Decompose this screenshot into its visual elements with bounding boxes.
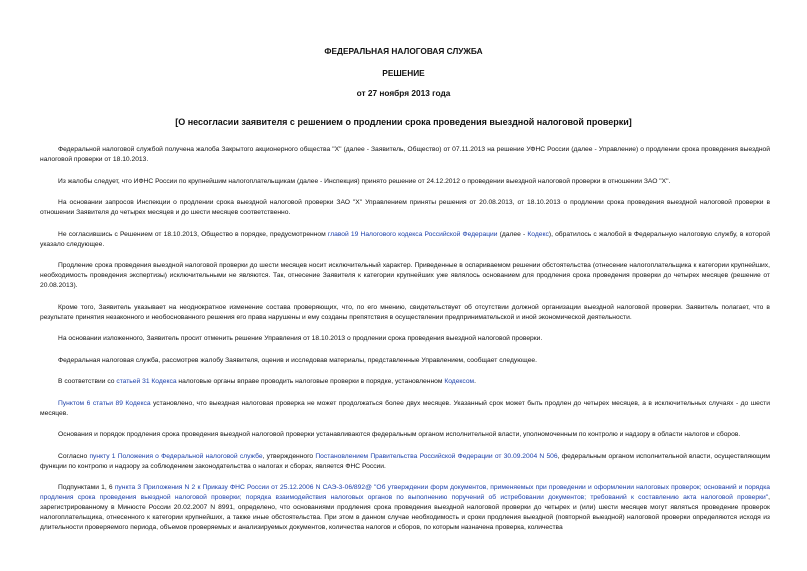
paragraph-text: , зарегистрированному в Минюсте России 20.02.2007 N 8991, определено, что основаниями продления срока проведения выездной налоговой проверки до четырех и (или) шести месяцев могут являться проведение проверок налогоплательщика, отнесенного к категории крупнейших, а также иные обстоятельства. При этом в данном случае необходимость и сроки продления выездной (повторной выездной) налоговой проверки определяются исходя из длительности проверяемого периода, объемов проверяемых и анализируемых документов, количества налогов и сборов, по которым назначена проверка, количества — [40, 494, 770, 531]
link-fns-regulation[interactable]: пункту 1 Положения о Федеральной налоговой службе — [89, 452, 263, 460]
paragraph-text: (далее - — [497, 230, 528, 238]
doc-date: от 27 ноября 2013 года — [356, 88, 451, 98]
paragraph-5: Продление срока проведения выездной налоговой проверки до шести месяцев носит исключительный характер. Приведенные в оспариваемом решении обстоятельства (отнесение налогоплательщика к категории крупнейших, необходимость проведения экспертизы) исключительными не являются. Так, отнесение Заявителя к категории крупнейших уже являлось основанием для продления срока проведения проверки до четырех месяцев (решение от 20.08.2013). — [40, 262, 770, 289]
link-article-89[interactable]: Пунктом 6 статьи 89 Кодекса — [58, 399, 151, 407]
paragraph-12 — [40, 452, 770, 472]
paragraph-13 — [40, 483, 770, 533]
paragraph-3: На основании запросов Инспекции о продлении срока выездной налоговой проверки ЗАО "X" Управлением приняты решения от 20.08.2013, от 18.10.2013 о продлении срока проведения выездной налоговой проверки в отношении Заявителя до четырех месяцев и до шести месяцев соответственно. — [40, 199, 770, 216]
paragraph-text: , федеральным органом исполнительной власти, осуществляющим функции по контролю и надзору за соблюдением законодательства о налогах и сборах, является ФНС России. — [40, 452, 770, 470]
link-article-31[interactable]: статьей 31 Кодекса — [116, 378, 177, 385]
paragraph-text: ), обратилось с жалобой в Федеральную налоговую службу, в которой указало следующее. — [40, 230, 770, 248]
paragraph-text: В соответствии со — [58, 378, 117, 385]
link-chapter-19[interactable]: главой 19 Налогового кодекса Российской Федерации — [327, 230, 498, 238]
paragraph-text: . — [474, 378, 477, 385]
paragraph-6: Кроме того, Заявитель указывает на неоднократное изменение состава проверяющих, что, по его мнению, свидетельствует об отсутствии должной организации выездной налоговой проверки. Заявитель полагает, что в результате принятия незаконного и необоснованного решения его права нарушены и ему созданы препятствия в осуществлении предпринимательской и иной экономической деятельности. — [40, 303, 770, 321]
paragraph-7: На основании изложенного, Заявитель просит отменить решение Управления от 18.10.2013 о продлении срока проведения выездной налоговой проверки. — [58, 335, 543, 342]
document-body — [40, 145, 770, 545]
paragraph-2: Из жалобы следует, что ИФНС России по крупнейшим налогоплательщикам (далее - Инспекция) принято решение от 24.12.2012 о проведении выездной налоговой проверки в отношении ЗАО "X". — [58, 177, 671, 185]
org-title: ФЕДЕРАЛЬНАЯ НАЛОГОВАЯ СЛУЖБА — [324, 46, 483, 56]
paragraph-10 — [40, 399, 770, 419]
paragraph-4 — [40, 230, 770, 250]
paragraph-11: Основания и порядок продления срока проведения выездной налоговой проверки устанавливаются федеральным органом исполнительной власти, уполномоченным по контролю и надзору в области налогов и сборов. — [58, 431, 741, 438]
link-kodeks[interactable]: Кодекс — [527, 230, 549, 238]
doc-subject: [О несогласии заявителя с решением о продлении срока проведения выездной налоговой проверки] — [175, 117, 632, 127]
paragraph-text: Подпунктами 1, 6 — [58, 484, 115, 491]
paragraph-text: установлено, что выездная налоговая проверка не может продолжаться более двух месяцев. Указанный срок может быть продлен до четырех месяцев, а в исключительных случаях - до шести месяцев. — [40, 399, 770, 417]
paragraph-text: Согласно — [58, 452, 90, 460]
paragraph-text: , утвержденного — [262, 452, 316, 460]
paragraph-1: Федеральной налоговой службой получена жалоба Закрытого акционерного общества "X" (далее - Заявитель, Общество) от 07.11.2013 на решение УФНС России (далее - Управление) о продлении срока проведения выездной налоговой проверки от 18.10.2013. — [40, 146, 770, 163]
link-government-decree[interactable]: Постановлением Правительства Российской Федерации от 30.09.2004 N 506 — [315, 452, 558, 460]
doc-type: РЕШЕНИЕ — [382, 68, 425, 78]
link-kodeksom[interactable]: Кодексом — [444, 378, 475, 385]
paragraph-text: Не согласившись с Решением от 18.10.2013, Общество в порядке, предусмотренном — [58, 230, 328, 238]
paragraph-text: налоговые органы вправе проводить налоговые проверки в порядке, установленном — [176, 378, 445, 385]
link-fns-order[interactable]: пункта 3 Приложения N 2 к Приказу ФНС России от 25.12.2006 N САЭ-3-06/892@ "Об утверждении форм документов, применяемых при проведении и оформлении налоговых проверок; оснований и порядка продления срока проведения выездной налоговой проверки; порядка взаимодействия налоговых органов по выполнению поручений об истребовании документов; требований к составлению акта налоговой проверки" — [40, 484, 770, 501]
paragraph-9 — [40, 377, 770, 387]
paragraph-8: Федеральная налоговая служба, рассмотрев жалобу Заявителя, оценив и исследовав материалы, представленные Управлением, сообщает следующее. — [58, 356, 537, 364]
